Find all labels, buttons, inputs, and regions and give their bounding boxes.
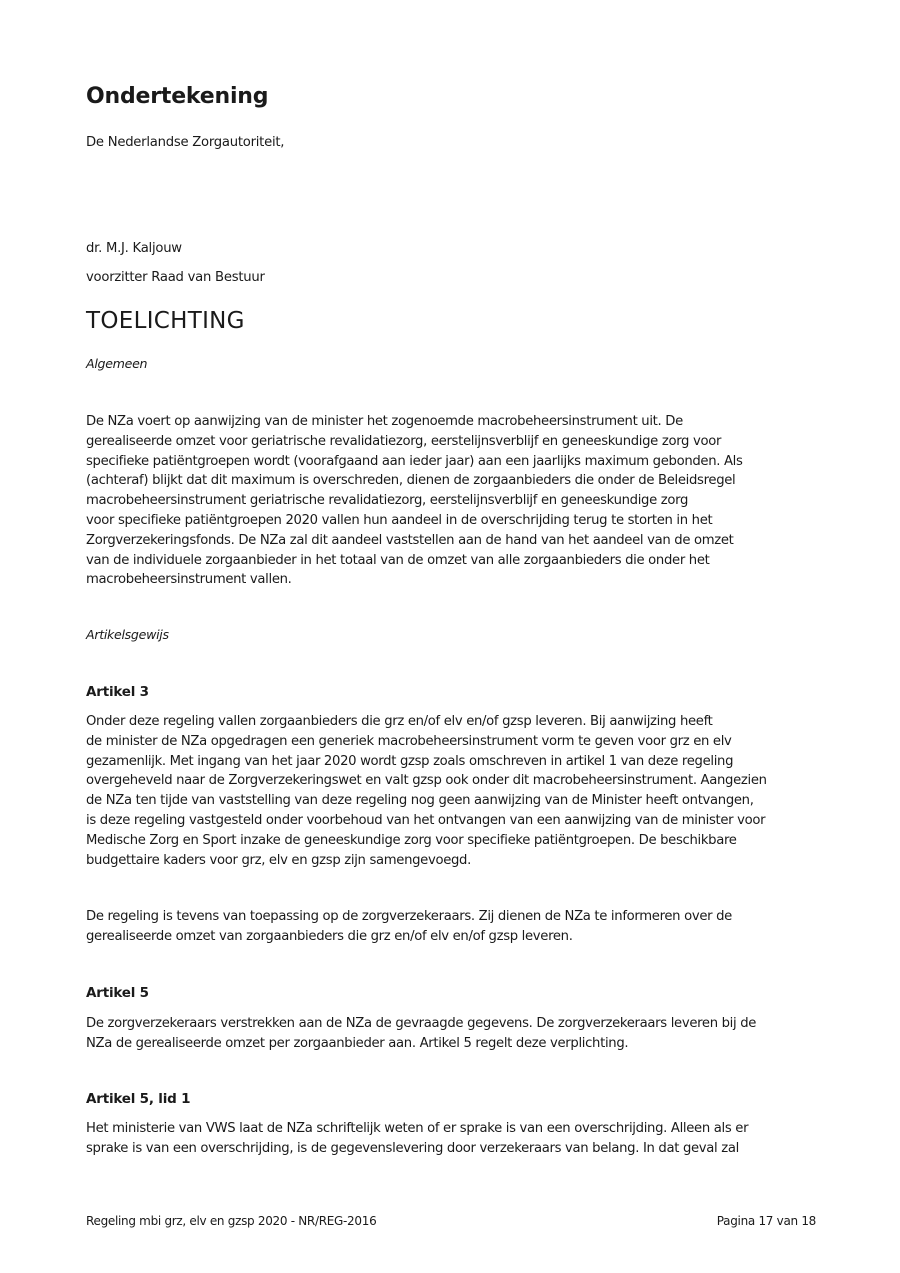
paragraph-line: gerealiseerde omzet van zorgaanbieders die grz en/of elv en/of gzsp leveren. (86, 928, 573, 944)
paragraph-line: De zorgverzekeraars verstrekken aan de NZa de gevraagde gegevens. De zorgverzekeraars leveren bij de (86, 1016, 757, 1031)
paragraph-line: voor specifieke patiëntgroepen 2020 vallen hun aandeel in de overschrijding terug te storten in het (86, 512, 713, 528)
paragraph-line: sprake is van een overschrijding, is de gegevenslevering door verzekeraars van belang. In dat geval zal (86, 1140, 739, 1156)
explanation-heading: TOELICHTING (86, 308, 245, 334)
article-5-title: Artikel 5 (86, 985, 149, 1001)
paragraph-line: overgeheveld naar de Zorgverzekeringswet en valt gzsp ook onder dit macrobeheersinstrument. Aangezien (86, 773, 767, 789)
article-3-title: Artikel 3 (86, 684, 149, 700)
article-5-lid-1-title: Artikel 5, lid 1 (86, 1091, 191, 1107)
paragraph-line: gerealiseerde omzet voor geriatrische revalidatiezorg, eerstelijnsverblijf en geneeskundige zorg voor (86, 433, 722, 449)
paragraph-line: De NZa voert op aanwijzing van de minister het zogenoemde macrobeheersinstrument uit. De (86, 414, 683, 429)
paragraph-line: Zorgverzekeringsfonds. De NZa zal dit aandeel vaststellen aan de hand van het aandeel van de omzet (86, 532, 734, 548)
paragraph-line: budgettaire kaders voor grz, elv en gzsp zijn samengevoegd. (86, 852, 471, 868)
paragraph-line: (achteraf) blijkt dat dit maximum is overschreden, dienen de zorgaanbieders die onder de Beleidsregel (86, 473, 736, 489)
paragraph-line: NZa de gerealiseerde omzet per zorgaanbieder aan. Artikel 5 regelt deze verplichting. (86, 1035, 629, 1051)
article-3-paragraph-1 (86, 712, 767, 870)
paragraph-line: van de individuele zorgaanbieder in het totaal van de omzet van alle zorgaanbieders die onder het (86, 552, 710, 568)
paragraph-line: is deze regeling vastgesteld onder voorbehoud van het ontvangen van een aanwijzing van de minister voor (86, 812, 766, 828)
paragraph-line: de NZa ten tijde van vaststelling van deze regeling nog geen aanwijzing van de Minister heeft ontvangen, (86, 793, 754, 809)
articles-label: Artikelsgewijs (86, 627, 169, 642)
paragraph-line: Onder deze regeling vallen zorgaanbieders die grz en/of elv en/of gzsp leveren. Bij aanwijzing heeft (86, 714, 713, 729)
general-paragraph (86, 412, 743, 590)
paragraph-line: Medische Zorg en Sport inzake de geneeskundige zorg voor specifieke patiëntgroepen. De beschikbare (86, 832, 737, 848)
general-label: Algemeen (86, 356, 148, 371)
signing-authority: De Nederlandse Zorgautoriteit, (86, 135, 285, 150)
paragraph-line: gezamenlijk. Met ingang van het jaar 2020 wordt gzsp zoals omschreven in artikel 1 van deze regeling (86, 753, 734, 769)
article-3-paragraph-2 (86, 907, 732, 947)
paragraph-line: macrobeheersinstrument vallen. (86, 572, 292, 588)
signatory-name: dr. M.J. Kaljouw (86, 241, 182, 256)
paragraph-line: macrobeheersinstrument geriatrische revalidatiezorg, eerstelijnsverblijf en geneeskundige zorg (86, 493, 689, 509)
signing-heading: Ondertekening (86, 84, 269, 109)
paragraph-line: Het ministerie van VWS laat de NZa schriftelijk weten of er sprake is van een overschrijding. Alleen als er (86, 1121, 749, 1136)
footer-page-indicator: Pagina 17 van 18 (716, 1214, 816, 1228)
article-5-lid-1-paragraph (86, 1119, 748, 1159)
paragraph-line: specifieke patiëntgroepen wordt (voorafgaand aan ieder jaar) aan een jaarlijks maximum gebonden. Als (86, 453, 743, 469)
article-5-paragraph (86, 1014, 756, 1054)
paragraph-line: de minister de NZa opgedragen een generiek macrobeheersinstrument vorm te geven voor grz en elv (86, 733, 732, 749)
signatory-title: voorzitter Raad van Bestuur (86, 270, 265, 285)
paragraph-line: De regeling is tevens van toepassing op de zorgverzekeraars. Zij dienen de NZa te informeren over de (86, 909, 732, 924)
footer-document-title: Regeling mbi grz, elv en gzsp 2020 - NR/REG-2016 (86, 1214, 377, 1228)
